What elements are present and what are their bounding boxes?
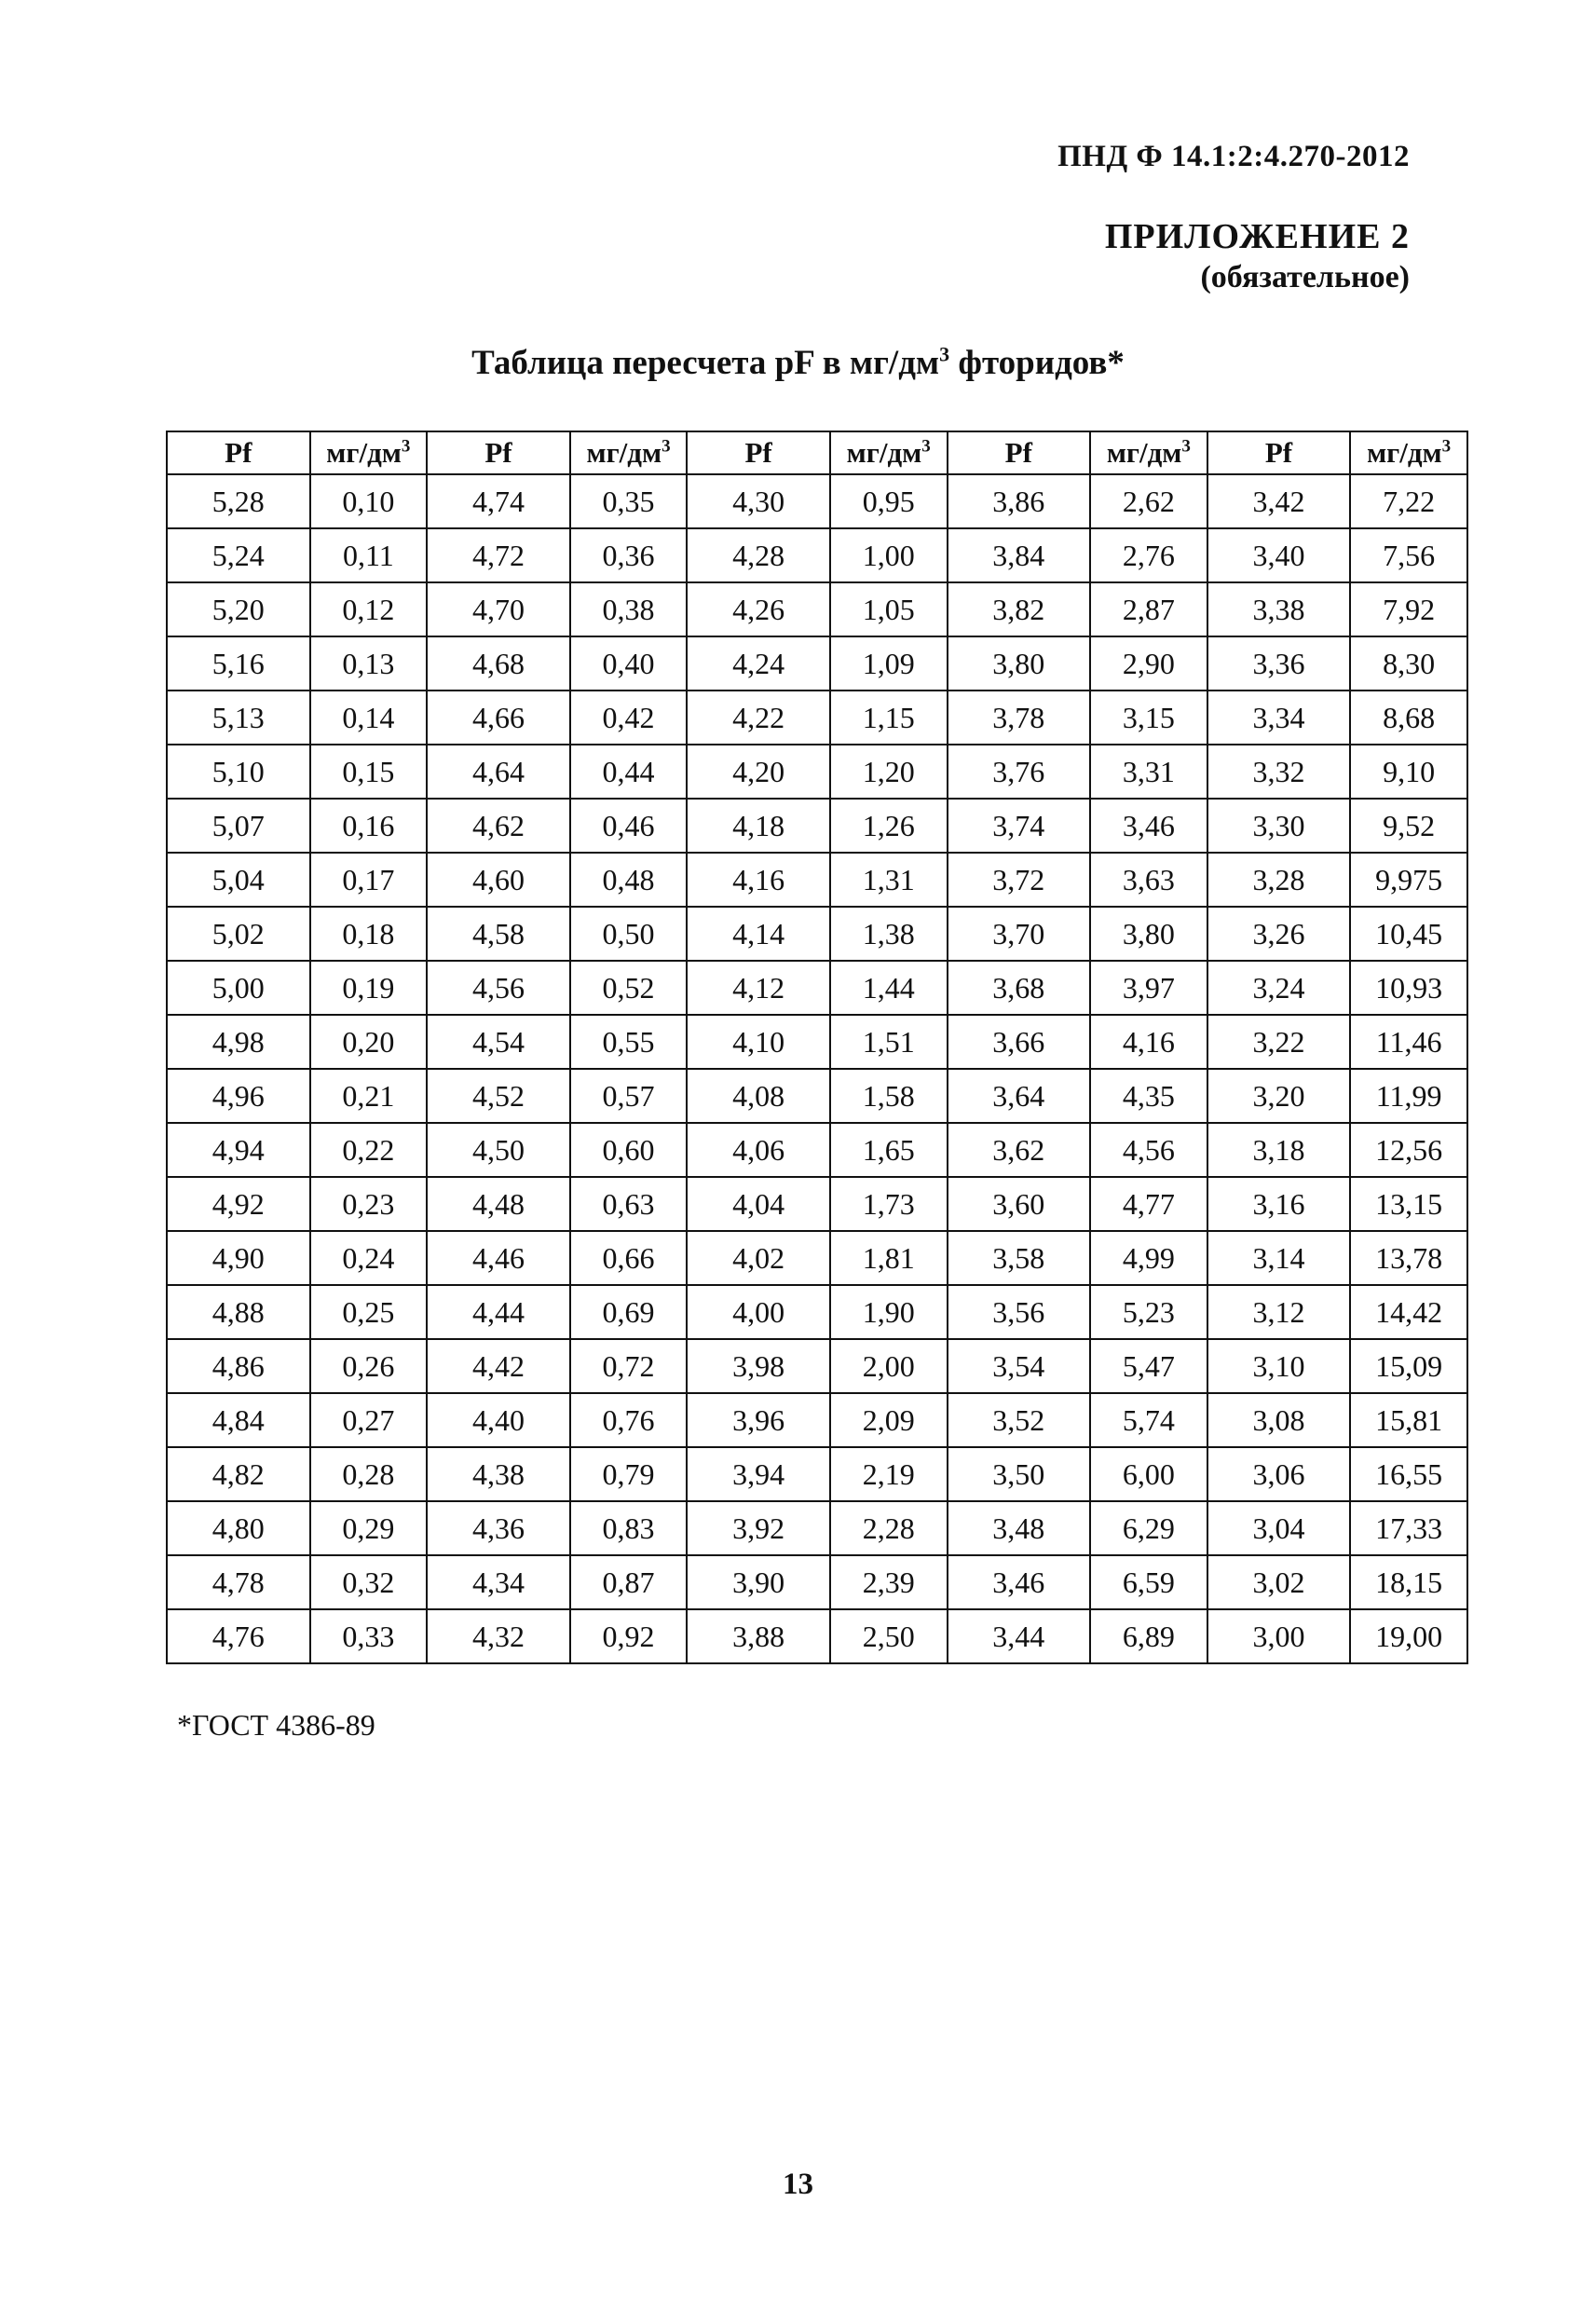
- concentration-cell: 0,25: [310, 1285, 428, 1339]
- concentration-cell: 0,24: [310, 1231, 428, 1285]
- table-row: [167, 1447, 1467, 1501]
- pf-cell: 3,74: [948, 799, 1091, 853]
- table-row: [167, 636, 1467, 691]
- concentration-cell: 0,46: [570, 799, 688, 853]
- table-row: [167, 691, 1467, 745]
- concentration-cell: 1,44: [830, 961, 948, 1015]
- pf-cell: 5,20: [167, 582, 310, 636]
- column-header-label: мг/дм: [326, 436, 402, 469]
- concentration-cell: 14,42: [1350, 1285, 1467, 1339]
- pf-cell: 5,07: [167, 799, 310, 853]
- concentration-cell: 7,56: [1350, 528, 1467, 582]
- concentration-cell: 0,63: [570, 1177, 688, 1231]
- pf-cell: 3,68: [948, 961, 1091, 1015]
- column-header-label: мг/дм: [586, 436, 662, 469]
- pf-cell: 3,76: [948, 745, 1091, 799]
- concentration-cell: 1,58: [830, 1069, 948, 1123]
- table-row: [167, 799, 1467, 853]
- table-caption-sup: 3: [939, 342, 950, 366]
- concentration-cell: 11,46: [1350, 1015, 1467, 1069]
- pf-cell: 3,04: [1207, 1501, 1351, 1555]
- concentration-cell: 8,68: [1350, 691, 1467, 745]
- pf-cell: 4,98: [167, 1015, 310, 1069]
- concentration-cell: 0,35: [570, 474, 688, 528]
- column-header-sup: 3: [1441, 436, 1452, 457]
- pf-cell: 3,64: [948, 1069, 1091, 1123]
- pf-cell: 4,22: [687, 691, 830, 745]
- pf-cell: 4,36: [427, 1501, 570, 1555]
- concentration-cell: 13,15: [1350, 1177, 1467, 1231]
- pf-cell: 4,10: [687, 1015, 830, 1069]
- pf-cell: 3,52: [948, 1393, 1091, 1447]
- table-row: [167, 907, 1467, 961]
- column-header-sup: 3: [662, 436, 671, 457]
- concentration-cell: 19,00: [1350, 1609, 1467, 1663]
- table-row: [167, 1177, 1467, 1231]
- pf-cell: 3,66: [948, 1015, 1091, 1069]
- pf-cell: 3,42: [1207, 474, 1351, 528]
- concentration-cell: 0,48: [570, 853, 688, 907]
- pf-cell: 5,28: [167, 474, 310, 528]
- table-row: [167, 1015, 1467, 1069]
- concentration-cell: 6,89: [1090, 1609, 1207, 1663]
- concentration-cell: 0,23: [310, 1177, 428, 1231]
- column-header-label: Pf: [225, 436, 252, 469]
- column-header: [830, 431, 948, 474]
- column-header-label: мг/дм: [1367, 436, 1442, 469]
- column-header: [687, 431, 830, 474]
- pf-cell: 3,22: [1207, 1015, 1351, 1069]
- table-row: [167, 853, 1467, 907]
- footnote: *ГОСТ 4386-89: [177, 1708, 375, 1742]
- pf-cell: 4,24: [687, 636, 830, 691]
- concentration-cell: 15,09: [1350, 1339, 1467, 1393]
- concentration-cell: 1,09: [830, 636, 948, 691]
- pf-cell: 3,54: [948, 1339, 1091, 1393]
- table-row: [167, 961, 1467, 1015]
- pf-cell: 4,64: [427, 745, 570, 799]
- pf-cell: 4,54: [427, 1015, 570, 1069]
- concentration-cell: 0,17: [310, 853, 428, 907]
- concentration-cell: 3,31: [1090, 745, 1207, 799]
- concentration-cell: 3,97: [1090, 961, 1207, 1015]
- pf-cell: 4,50: [427, 1123, 570, 1177]
- pf-cell: 3,80: [948, 636, 1091, 691]
- concentration-cell: 0,28: [310, 1447, 428, 1501]
- column-header: [1350, 431, 1467, 474]
- column-header: [310, 431, 428, 474]
- pf-cell: 4,26: [687, 582, 830, 636]
- concentration-cell: 1,81: [830, 1231, 948, 1285]
- pf-cell: 4,56: [427, 961, 570, 1015]
- pf-cell: 4,90: [167, 1231, 310, 1285]
- column-header-label: Pf: [484, 436, 512, 469]
- pf-cell: 4,88: [167, 1285, 310, 1339]
- pf-cell: 4,78: [167, 1555, 310, 1609]
- pf-cell: 3,92: [687, 1501, 830, 1555]
- table-row: [167, 1231, 1467, 1285]
- pf-cell: 4,92: [167, 1177, 310, 1231]
- concentration-cell: 16,55: [1350, 1447, 1467, 1501]
- column-header-label: Pf: [1264, 436, 1293, 469]
- pf-cell: 3,48: [948, 1501, 1091, 1555]
- concentration-cell: 1,51: [830, 1015, 948, 1069]
- pf-cell: 3,88: [687, 1609, 830, 1663]
- pf-cell: 4,68: [427, 636, 570, 691]
- pf-cell: 4,00: [687, 1285, 830, 1339]
- pf-cell: 3,90: [687, 1555, 830, 1609]
- concentration-cell: 0,87: [570, 1555, 688, 1609]
- concentration-cell: 2,87: [1090, 582, 1207, 636]
- concentration-cell: 5,47: [1090, 1339, 1207, 1393]
- pf-cell: 3,26: [1207, 907, 1351, 961]
- pf-cell: 5,00: [167, 961, 310, 1015]
- pf-cell: 3,12: [1207, 1285, 1351, 1339]
- concentration-cell: 3,15: [1090, 691, 1207, 745]
- concentration-cell: 1,00: [830, 528, 948, 582]
- concentration-cell: 0,72: [570, 1339, 688, 1393]
- pf-cell: 3,20: [1207, 1069, 1351, 1123]
- pf-cell: 4,30: [687, 474, 830, 528]
- appendix-heading: [1105, 216, 1410, 296]
- pf-cell: 3,50: [948, 1447, 1091, 1501]
- concentration-cell: 3,63: [1090, 853, 1207, 907]
- concentration-cell: 0,69: [570, 1285, 688, 1339]
- concentration-cell: 15,81: [1350, 1393, 1467, 1447]
- pf-cell: 3,24: [1207, 961, 1351, 1015]
- concentration-cell: 4,16: [1090, 1015, 1207, 1069]
- concentration-cell: 2,28: [830, 1501, 948, 1555]
- pf-cell: 3,78: [948, 691, 1091, 745]
- pf-cell: 4,82: [167, 1447, 310, 1501]
- column-header: [427, 431, 570, 474]
- pf-cell: 5,13: [167, 691, 310, 745]
- pf-cell: 4,20: [687, 745, 830, 799]
- pf-cell: 3,44: [948, 1609, 1091, 1663]
- pf-cell: 4,58: [427, 907, 570, 961]
- pf-cell: 4,34: [427, 1555, 570, 1609]
- pf-cell: 3,16: [1207, 1177, 1351, 1231]
- pf-cell: 3,98: [687, 1339, 830, 1393]
- pf-cell: 3,96: [687, 1393, 830, 1447]
- pf-cell: 4,84: [167, 1393, 310, 1447]
- concentration-cell: 0,38: [570, 582, 688, 636]
- concentration-cell: 10,45: [1350, 907, 1467, 961]
- column-header-label: Pf: [744, 436, 772, 469]
- table-caption: [0, 343, 1596, 383]
- concentration-cell: 4,77: [1090, 1177, 1207, 1231]
- concentration-cell: 0,20: [310, 1015, 428, 1069]
- pf-cell: 4,62: [427, 799, 570, 853]
- concentration-cell: 0,29: [310, 1501, 428, 1555]
- concentration-cell: 6,00: [1090, 1447, 1207, 1501]
- pf-cell: 4,18: [687, 799, 830, 853]
- concentration-cell: 0,44: [570, 745, 688, 799]
- concentration-cell: 0,92: [570, 1609, 688, 1663]
- table-caption-prefix: Таблица пересчета pF в мг/дм: [471, 344, 940, 382]
- pf-cell: 3,84: [948, 528, 1091, 582]
- column-header: [1207, 431, 1351, 474]
- pf-cell: 4,96: [167, 1069, 310, 1123]
- table-row: [167, 582, 1467, 636]
- pf-cell: 3,14: [1207, 1231, 1351, 1285]
- concentration-cell: 1,05: [830, 582, 948, 636]
- concentration-cell: 5,23: [1090, 1285, 1207, 1339]
- concentration-cell: 7,22: [1350, 474, 1467, 528]
- concentration-cell: 2,09: [830, 1393, 948, 1447]
- concentration-cell: 0,33: [310, 1609, 428, 1663]
- concentration-cell: 5,74: [1090, 1393, 1207, 1447]
- column-header-label: мг/дм: [1106, 436, 1182, 469]
- pf-cell: 3,58: [948, 1231, 1091, 1285]
- pf-cell: 3,32: [1207, 745, 1351, 799]
- concentration-cell: 0,32: [310, 1555, 428, 1609]
- concentration-cell: 1,26: [830, 799, 948, 853]
- concentration-cell: 9,52: [1350, 799, 1467, 853]
- pf-cell: 3,08: [1207, 1393, 1351, 1447]
- concentration-cell: 0,10: [310, 474, 428, 528]
- concentration-cell: 2,00: [830, 1339, 948, 1393]
- pf-cell: 5,24: [167, 528, 310, 582]
- pf-cell: 3,60: [948, 1177, 1091, 1231]
- concentration-cell: 0,50: [570, 907, 688, 961]
- pf-cell: 3,00: [1207, 1609, 1351, 1663]
- column-header-label: мг/дм: [846, 436, 922, 469]
- appendix-title: ПРИЛОЖЕНИЕ 2: [1104, 217, 1410, 256]
- pf-cell: 3,28: [1207, 853, 1351, 907]
- column-header: [570, 431, 688, 474]
- pf-cell: 4,70: [427, 582, 570, 636]
- table-caption-suffix: фторидов*: [949, 344, 1125, 382]
- document-code: ПНД Ф 14.1:2:4.270-2012: [1057, 140, 1410, 173]
- pf-cell: 3,94: [687, 1447, 830, 1501]
- pf-cell: 4,14: [687, 907, 830, 961]
- concentration-cell: 13,78: [1350, 1231, 1467, 1285]
- concentration-cell: 6,59: [1090, 1555, 1207, 1609]
- concentration-cell: 0,13: [310, 636, 428, 691]
- pf-cell: 4,66: [427, 691, 570, 745]
- pf-cell: 4,40: [427, 1393, 570, 1447]
- concentration-cell: 0,14: [310, 691, 428, 745]
- concentration-cell: 11,99: [1350, 1069, 1467, 1123]
- pf-cell: 3,30: [1207, 799, 1351, 853]
- concentration-cell: 3,80: [1090, 907, 1207, 961]
- concentration-cell: 0,12: [310, 582, 428, 636]
- pf-cell: 4,04: [687, 1177, 830, 1231]
- pf-cell: 5,16: [167, 636, 310, 691]
- pf-cell: 4,60: [427, 853, 570, 907]
- pf-cell: 4,12: [687, 961, 830, 1015]
- pf-cell: 4,32: [427, 1609, 570, 1663]
- pf-cell: 3,10: [1207, 1339, 1351, 1393]
- pf-cell: 4,42: [427, 1339, 570, 1393]
- concentration-cell: 0,16: [310, 799, 428, 853]
- table-row: [167, 1555, 1467, 1609]
- pf-cell: 3,56: [948, 1285, 1091, 1339]
- pf-cell: 3,18: [1207, 1123, 1351, 1177]
- column-header-sup: 3: [401, 436, 411, 457]
- column-header-sup: 3: [921, 436, 931, 457]
- pf-cell: 3,70: [948, 907, 1091, 961]
- pf-cell: 4,44: [427, 1285, 570, 1339]
- concentration-cell: 4,99: [1090, 1231, 1207, 1285]
- table-row: [167, 1609, 1467, 1663]
- concentration-cell: 1,31: [830, 853, 948, 907]
- concentration-cell: 0,19: [310, 961, 428, 1015]
- pf-cell: 5,02: [167, 907, 310, 961]
- concentration-cell: 7,92: [1350, 582, 1467, 636]
- table-row: [167, 528, 1467, 582]
- concentration-cell: 12,56: [1350, 1123, 1467, 1177]
- concentration-cell: 1,73: [830, 1177, 948, 1231]
- table-row: [167, 745, 1467, 799]
- concentration-cell: 18,15: [1350, 1555, 1467, 1609]
- concentration-cell: 2,62: [1090, 474, 1207, 528]
- pf-cell: 3,38: [1207, 582, 1351, 636]
- concentration-cell: 0,55: [570, 1015, 688, 1069]
- pf-cell: 3,86: [948, 474, 1091, 528]
- pf-cell: 4,16: [687, 853, 830, 907]
- pf-cell: 3,72: [948, 853, 1091, 907]
- appendix-subtitle: (обязательное): [1200, 259, 1410, 294]
- concentration-cell: 1,65: [830, 1123, 948, 1177]
- conversion-table: [166, 431, 1468, 1664]
- pf-cell: 3,36: [1207, 636, 1351, 691]
- table-row: [167, 1501, 1467, 1555]
- pf-cell: 4,46: [427, 1231, 570, 1285]
- concentration-cell: 0,15: [310, 745, 428, 799]
- concentration-cell: 0,40: [570, 636, 688, 691]
- concentration-cell: 0,36: [570, 528, 688, 582]
- column-header: [167, 431, 310, 474]
- concentration-cell: 0,60: [570, 1123, 688, 1177]
- concentration-cell: 0,27: [310, 1393, 428, 1447]
- pf-cell: 4,72: [427, 528, 570, 582]
- table-row: [167, 1339, 1467, 1393]
- table-row: [167, 1069, 1467, 1123]
- pf-cell: 4,74: [427, 474, 570, 528]
- concentration-cell: 9,10: [1350, 745, 1467, 799]
- pf-cell: 5,10: [167, 745, 310, 799]
- pf-cell: 5,04: [167, 853, 310, 907]
- pf-cell: 3,46: [948, 1555, 1091, 1609]
- pf-cell: 4,52: [427, 1069, 570, 1123]
- concentration-cell: 4,56: [1090, 1123, 1207, 1177]
- concentration-cell: 3,46: [1090, 799, 1207, 853]
- page-number: 13: [783, 2167, 813, 2201]
- pf-cell: 4,94: [167, 1123, 310, 1177]
- concentration-cell: 9,975: [1350, 853, 1467, 907]
- table-body: [167, 474, 1467, 1663]
- pf-cell: 4,80: [167, 1501, 310, 1555]
- concentration-cell: 4,35: [1090, 1069, 1207, 1123]
- concentration-cell: 0,79: [570, 1447, 688, 1501]
- concentration-cell: 1,38: [830, 907, 948, 961]
- concentration-cell: 0,66: [570, 1231, 688, 1285]
- pf-cell: 3,62: [948, 1123, 1091, 1177]
- pf-cell: 3,02: [1207, 1555, 1351, 1609]
- table-header-row: [167, 431, 1467, 474]
- concentration-cell: 0,42: [570, 691, 688, 745]
- concentration-cell: 0,76: [570, 1393, 688, 1447]
- column-header: [948, 431, 1091, 474]
- concentration-cell: 6,29: [1090, 1501, 1207, 1555]
- concentration-cell: 0,52: [570, 961, 688, 1015]
- concentration-cell: 2,90: [1090, 636, 1207, 691]
- concentration-cell: 8,30: [1350, 636, 1467, 691]
- concentration-cell: 2,19: [830, 1447, 948, 1501]
- concentration-cell: 0,11: [310, 528, 428, 582]
- pf-cell: 4,86: [167, 1339, 310, 1393]
- pf-cell: 4,08: [687, 1069, 830, 1123]
- concentration-cell: 1,15: [830, 691, 948, 745]
- pf-cell: 4,76: [167, 1609, 310, 1663]
- column-header-sup: 3: [1181, 436, 1191, 457]
- column-header: [1090, 431, 1207, 474]
- concentration-cell: 0,18: [310, 907, 428, 961]
- table-row: [167, 1285, 1467, 1339]
- concentration-cell: 1,90: [830, 1285, 948, 1339]
- concentration-cell: 2,76: [1090, 528, 1207, 582]
- pf-cell: 4,28: [687, 528, 830, 582]
- concentration-cell: 0,21: [310, 1069, 428, 1123]
- table-row: [167, 1123, 1467, 1177]
- concentration-cell: 1,20: [830, 745, 948, 799]
- concentration-cell: 10,93: [1350, 961, 1467, 1015]
- pf-cell: 3,82: [948, 582, 1091, 636]
- pf-cell: 3,06: [1207, 1447, 1351, 1501]
- pf-cell: 3,40: [1207, 528, 1351, 582]
- concentration-cell: 0,57: [570, 1069, 688, 1123]
- pf-cell: 4,38: [427, 1447, 570, 1501]
- pf-cell: 4,02: [687, 1231, 830, 1285]
- concentration-cell: 0,22: [310, 1123, 428, 1177]
- concentration-cell: 17,33: [1350, 1501, 1467, 1555]
- column-header-label: Pf: [1004, 436, 1032, 469]
- concentration-cell: 2,39: [830, 1555, 948, 1609]
- table-row: [167, 1393, 1467, 1447]
- pf-cell: 3,34: [1207, 691, 1351, 745]
- concentration-cell: 0,83: [570, 1501, 688, 1555]
- table-row: [167, 474, 1467, 528]
- concentration-cell: 0,95: [830, 474, 948, 528]
- concentration-cell: 2,50: [830, 1609, 948, 1663]
- pf-cell: 4,06: [687, 1123, 830, 1177]
- pf-cell: 4,48: [427, 1177, 570, 1231]
- concentration-cell: 0,26: [310, 1339, 428, 1393]
